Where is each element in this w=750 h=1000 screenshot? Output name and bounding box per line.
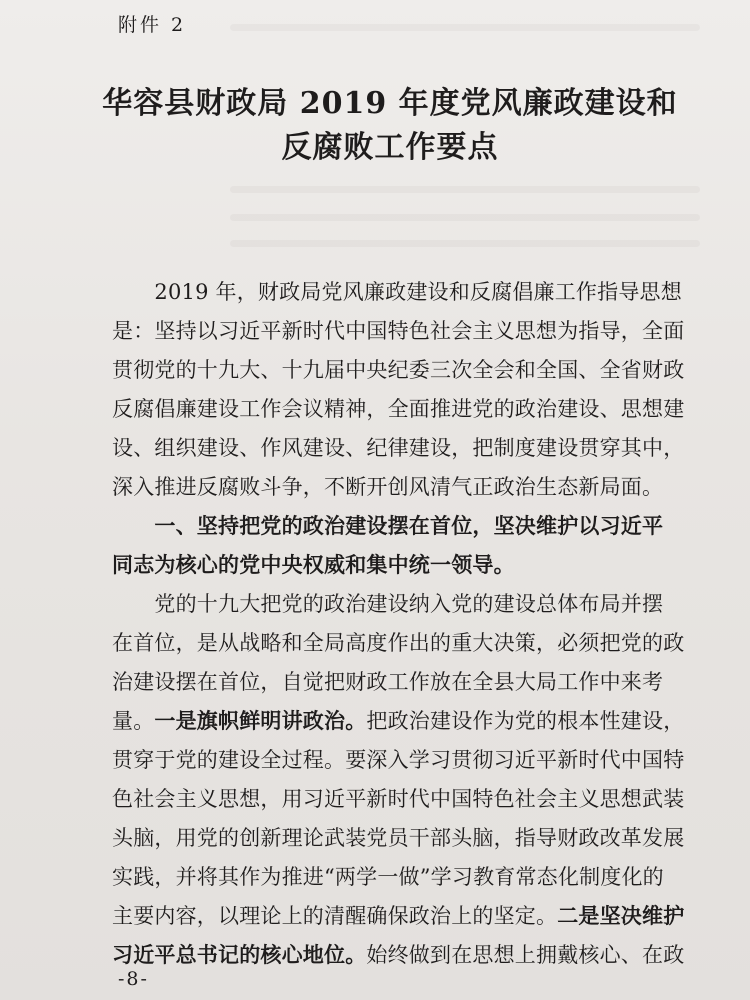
intro-line: 是：坚持以习近平新时代中国特色社会主义思想为指导，全面	[112, 319, 685, 343]
show-through-text	[230, 186, 700, 193]
body-line: 治建设摆在首位，自觉把财政工作放在全县大局工作中来考	[112, 670, 664, 694]
body-line: 在首位，是从战略和全局高度作出的重大决策，必须把党的政	[112, 631, 685, 655]
point-two-heading: 二是坚决维护	[557, 903, 685, 928]
body-line: 头脑，用党的创新理论武装党员干部头脑，指导财政改革发展	[112, 826, 685, 850]
body-text: 主要内容，以理论上的清醒确保政治上的坚定。	[112, 904, 558, 928]
attachment-label: 附件 2	[118, 14, 187, 36]
show-through-text	[230, 214, 700, 221]
page-number: -8-	[118, 968, 149, 990]
document-title-line-2: 反腐败工作要点	[281, 130, 499, 165]
section-heading-line: 同志为核心的党中央权威和集中统一领导。	[112, 552, 515, 577]
intro-line: 深入推进反腐败斗争，不断开创风清气正政治生态新局面。	[112, 475, 664, 499]
intro-line: 2019 年，财政局党风廉政建设和反腐倡廉工作指导思想	[112, 280, 682, 304]
point-two-heading-cont: 习近平总书记的核心地位。	[112, 942, 367, 967]
point-one-heading: 一是旗帜鲜明讲政治。	[154, 708, 367, 733]
intro-line: 反腐倡廉建设工作会议精神，全面推进党的政治建设、思想建	[112, 397, 685, 421]
body-line	[112, 939, 686, 969]
intro-line: 贯彻党的十九大、十九届中央纪委三次全会和全国、全省财政	[112, 358, 685, 382]
body-line: 色社会主义思想，用习近平新时代中国特色社会主义思想武装	[112, 787, 685, 811]
body-text: 量。	[112, 709, 155, 733]
show-through-text	[230, 24, 700, 31]
body-line: 实践，并将其作为推进“两学一做”学习教育常态化制度化的	[112, 865, 664, 889]
body-text: 始终做到在思想上拥戴核心、在政	[366, 943, 685, 967]
intro-line: 设、组织建设、作风建设、纪律建设，把制度建设贯穿其中，	[112, 436, 685, 460]
body-line	[112, 705, 686, 735]
body-line: 党的十九大把党的政治建设纳入党的建设总体布局并摆	[112, 592, 664, 616]
show-through-text	[230, 240, 700, 247]
section-heading-line: 一、坚持把党的政治建设摆在首位，坚决维护以习近平	[112, 513, 664, 538]
body-line: 贯穿于党的建设全过程。要深入学习贯彻习近平新时代中国特	[112, 748, 685, 772]
document-title-line-1: 华容县财政局 2019 年度党风廉政建设和	[102, 86, 678, 121]
body-line	[112, 900, 686, 930]
body-text: 把政治建设作为党的根本性建设，	[366, 709, 685, 733]
